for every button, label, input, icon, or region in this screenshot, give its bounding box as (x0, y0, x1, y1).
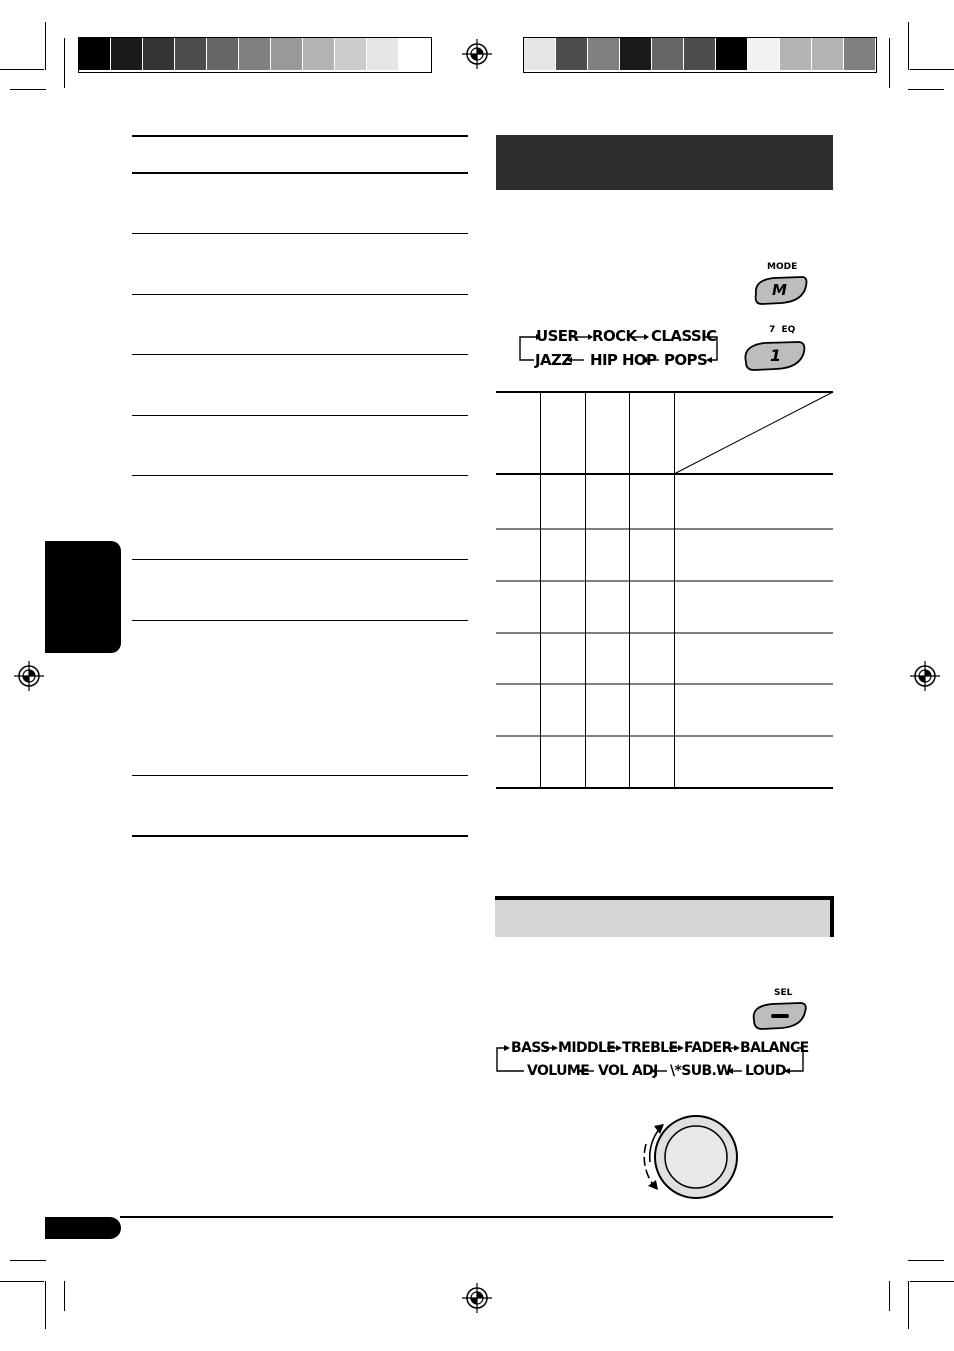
color-swatch (207, 38, 238, 70)
sound-vol-adj: VOL ADJ (598, 1063, 658, 1079)
side-language-tab (45, 541, 121, 653)
eq-classic: CLASSIC (651, 327, 717, 345)
eq-hip-hop: HIP HOP (590, 351, 657, 369)
footer-rule (120, 1216, 833, 1218)
color-swatch (684, 38, 715, 70)
eq-jazz: JAZZ (535, 351, 572, 369)
sound-loud: LOUD (745, 1063, 786, 1079)
control-dial-icon[interactable] (638, 1110, 744, 1202)
sound-adjust-flow (494, 1038, 808, 1080)
color-swatch (271, 38, 302, 70)
color-swatch (620, 38, 651, 70)
sel-button[interactable] (748, 988, 810, 1032)
sound-treble: TREBLE (622, 1040, 678, 1056)
color-swatch (716, 38, 747, 70)
color-swatch (588, 38, 619, 70)
color-swatch (143, 38, 174, 70)
page-number-tab (45, 1217, 121, 1239)
color-swatch (111, 38, 142, 70)
mode-button[interactable] (748, 261, 812, 309)
color-swatch (335, 38, 366, 70)
sound-middle: MIDDLE (558, 1040, 616, 1056)
color-swatch (303, 38, 334, 70)
section-header-light (495, 896, 834, 937)
color-swatch (780, 38, 811, 70)
color-swatch (844, 38, 875, 70)
registration-target-icon (910, 661, 940, 691)
sound-fader: FADER (684, 1040, 732, 1056)
eq-button-key: 1 (770, 346, 782, 365)
color-swatch (79, 38, 110, 70)
registration-target-icon (462, 1283, 492, 1313)
registration-target-icon (14, 661, 44, 691)
sel-button-caption: SEL (774, 988, 793, 998)
eq-rock: ROCK (592, 327, 637, 345)
mode-button-caption: MODE (767, 262, 798, 272)
eq-user: USER (536, 327, 579, 345)
registration-target-icon (462, 39, 492, 69)
mode-button-key: M (772, 281, 787, 299)
eq-button-caption: 7 EQ (769, 325, 796, 335)
sound-volume: VOLUME (527, 1063, 590, 1079)
color-swatch (367, 38, 398, 70)
sound-balance: BALANCE (740, 1040, 809, 1056)
color-swatch (556, 38, 587, 70)
eq-preset-flow (516, 326, 722, 372)
color-swatch (652, 38, 683, 70)
section-header-dark (496, 135, 833, 190)
color-swatch (399, 38, 430, 70)
color-swatch (812, 38, 843, 70)
eq-pops: POPS (664, 351, 708, 369)
color-swatch (175, 38, 206, 70)
color-swatch (748, 38, 779, 70)
eq-button[interactable] (740, 324, 808, 376)
sound-sub-w: \*SUB.W (670, 1063, 732, 1079)
color-swatch (239, 38, 270, 70)
sound-bass: BASS (511, 1040, 550, 1056)
eq-settings-table (496, 390, 834, 790)
color-swatch (524, 38, 555, 70)
